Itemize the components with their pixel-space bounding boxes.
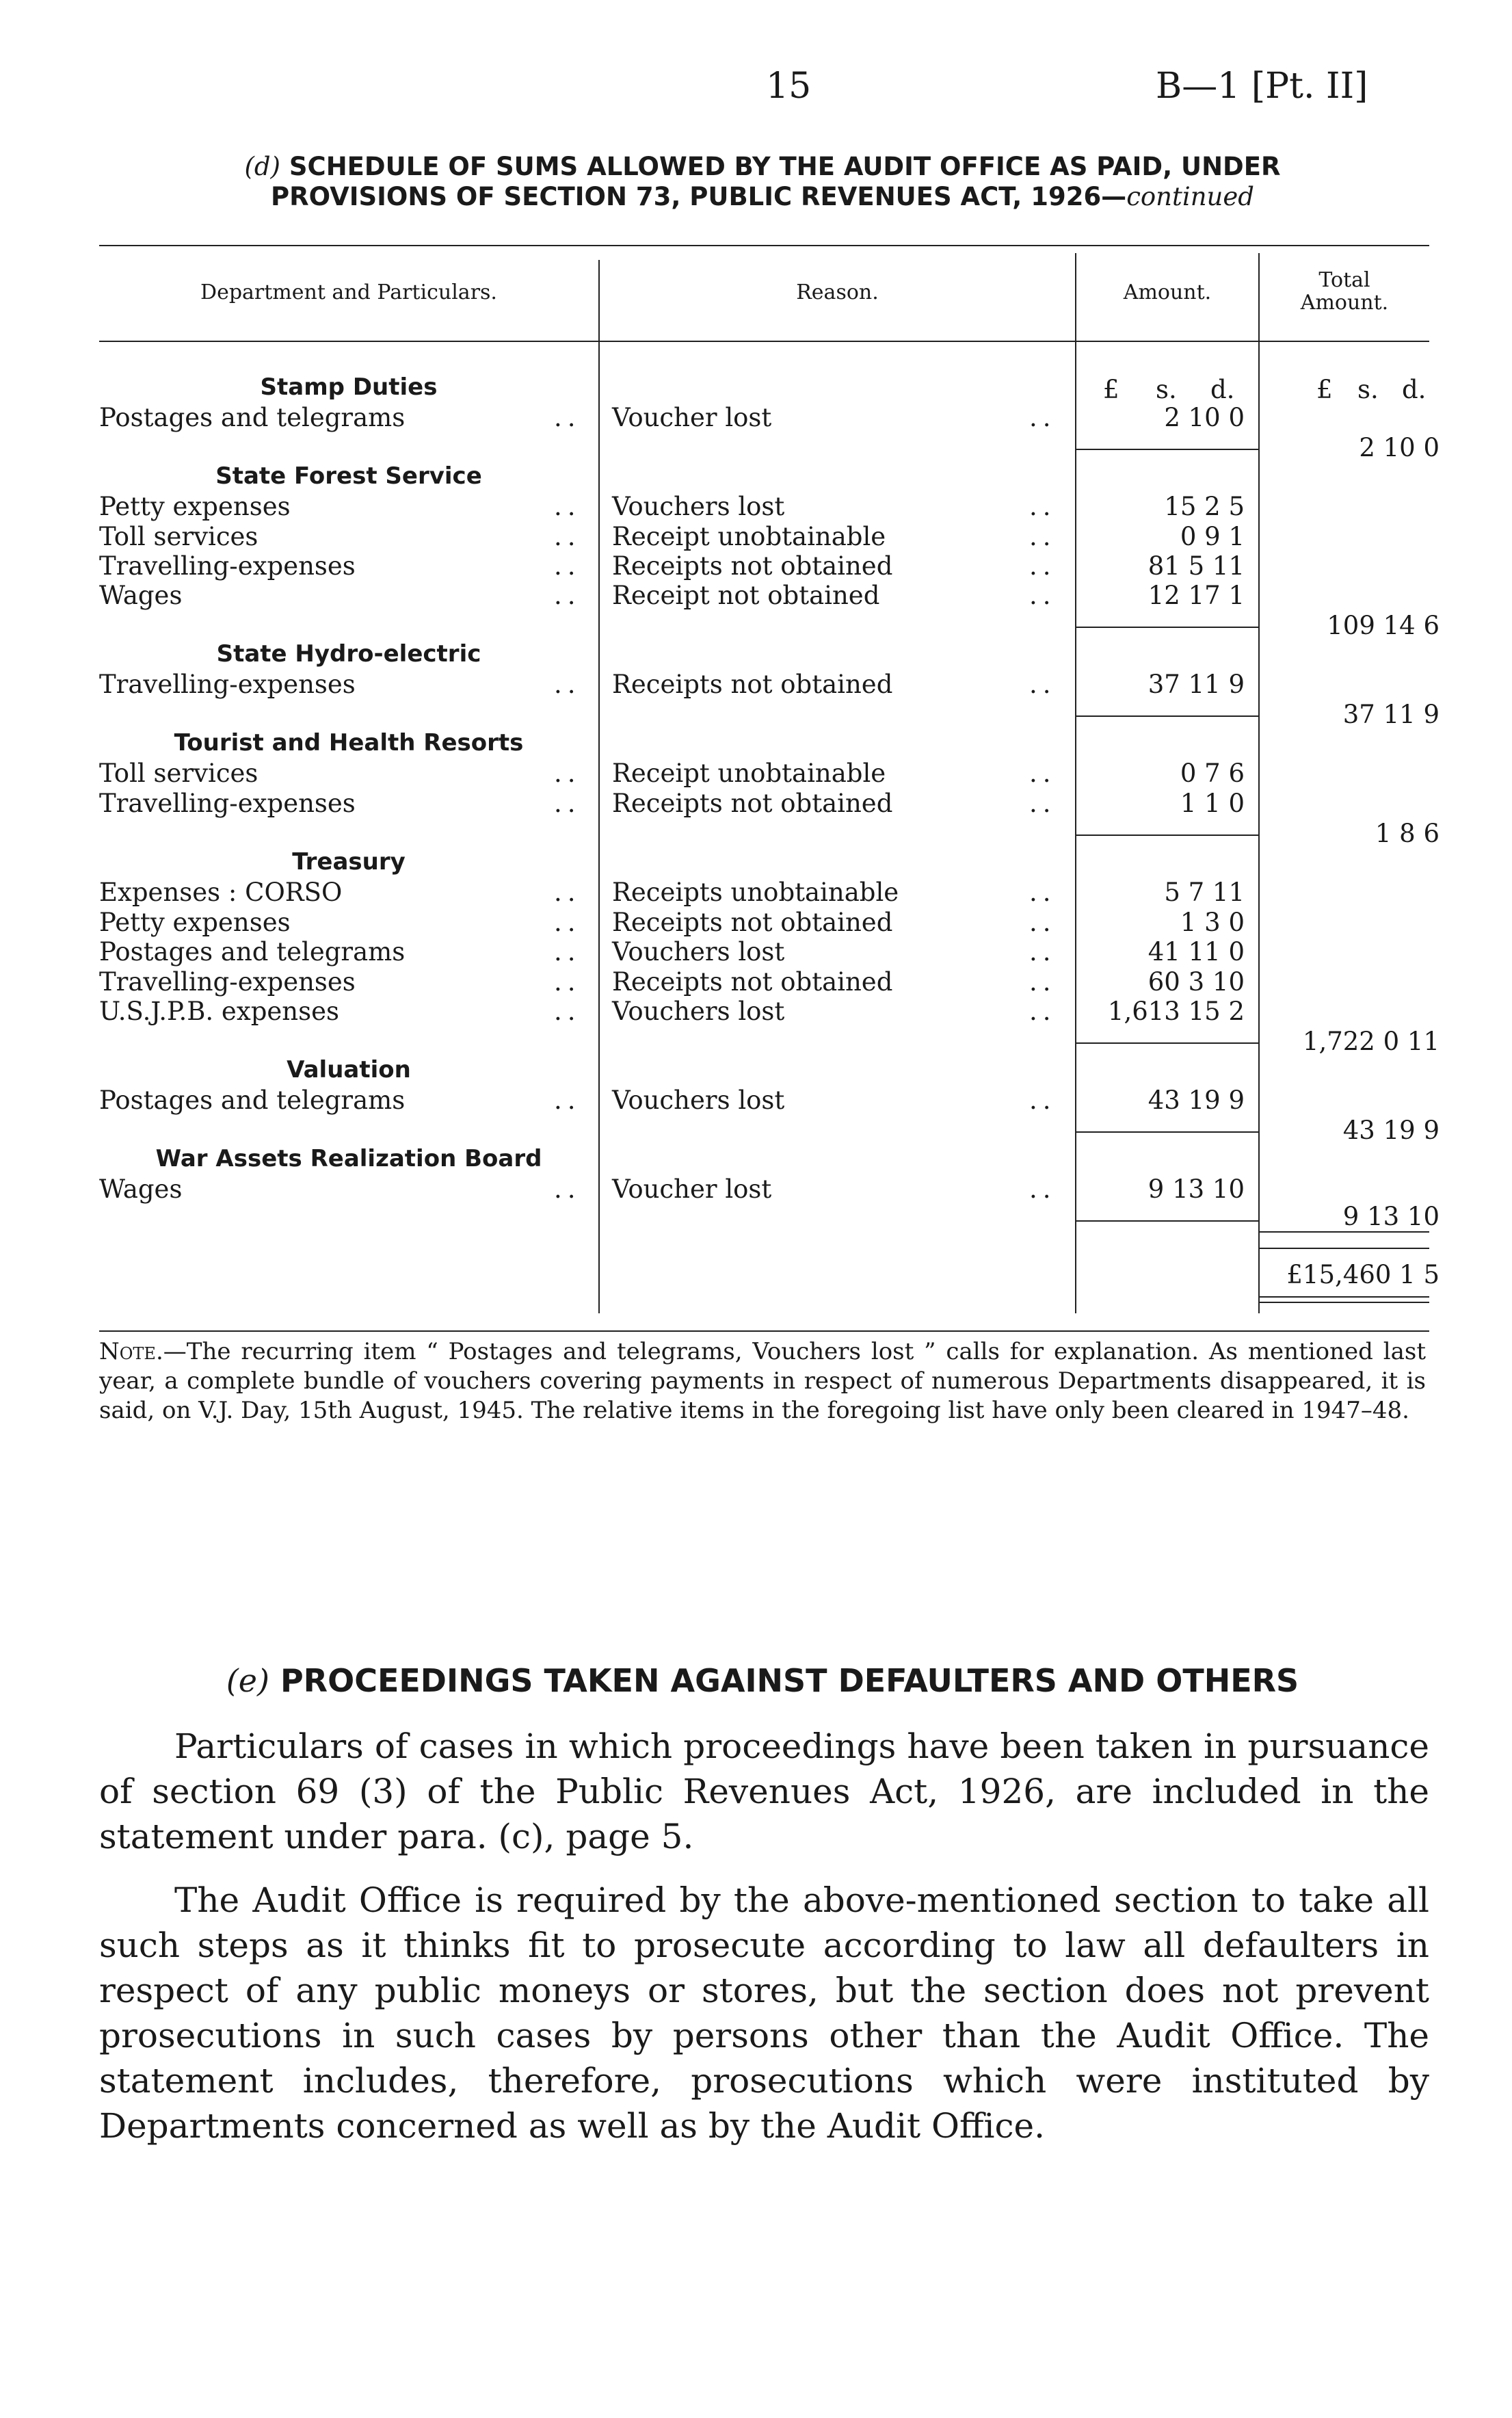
- group-total: 109 14 6: [1327, 611, 1440, 640]
- group-total: 1 8 6: [1375, 819, 1440, 848]
- subtotal-rule: [1075, 835, 1258, 836]
- column-divider-2: [1075, 253, 1076, 1313]
- group-total: 1,722 0 11: [1302, 1027, 1440, 1056]
- column-header-reason: Reason.: [796, 280, 879, 304]
- leader-dots: ..: [1029, 670, 1057, 699]
- leader-dots: ..: [554, 551, 581, 581]
- leader-dots: ..: [1029, 1086, 1057, 1115]
- column-header-particulars: Department and Particulars.: [200, 280, 497, 304]
- department-heading: Tourist and Health Resorts: [174, 729, 524, 757]
- currency-pounds-total: £: [1316, 375, 1333, 404]
- row-particular: U.S.J.P.B. expenses: [99, 997, 339, 1026]
- leader-dots: ..: [554, 789, 581, 818]
- leader-dots: ..: [1029, 937, 1057, 967]
- row-particular: Postages and telegrams: [99, 403, 406, 432]
- section-e-heading: [82, 1662, 1443, 1699]
- currency-pence-amount: d.: [1210, 375, 1235, 404]
- row-reason: Receipts not obtained: [612, 670, 893, 699]
- currency-pence-total: d.: [1402, 375, 1427, 404]
- row-particular: Expenses : CORSO: [99, 878, 343, 907]
- document-reference: B—1 [Pt. II]: [1156, 66, 1368, 107]
- row-amount: 0 9 1: [1180, 522, 1245, 551]
- row-particular: Wages: [99, 581, 183, 610]
- subtotal-rule: [1075, 1131, 1258, 1133]
- row-particular: Travelling-expenses: [99, 967, 356, 997]
- group-total: 43 19 9: [1342, 1116, 1440, 1145]
- row-particular: Postages and telegrams: [99, 1086, 406, 1115]
- group-total: 37 11 9: [1342, 700, 1440, 729]
- currency-shillings-total: s.: [1357, 375, 1379, 404]
- leader-dots: ..: [1029, 967, 1057, 997]
- subtotal-rule: [1075, 1042, 1258, 1044]
- grand-total-rule: [1258, 1248, 1429, 1249]
- row-amount: 0 7 6: [1180, 759, 1245, 788]
- grand-total-double-rule-2: [1258, 1302, 1429, 1303]
- schedule-title-suffix: continued: [1126, 182, 1254, 211]
- leader-dots: ..: [1029, 403, 1057, 432]
- grand-total: £15,460 1 5: [1286, 1260, 1440, 1289]
- leader-dots: ..: [554, 937, 581, 967]
- section-e-label: (e): [226, 1662, 269, 1699]
- note-text: —The recurring item “ Postages and telegrams, Vouchers lost ” calls for explanation. As mentioned last year, a complete bundle of vouchers covering payments in respect of numerous Departments disappeared, it is said, on V.J. Day, 15th August, 1945. The relative items in the foregoing list have only been cleared in 1947–48.: [99, 1338, 1426, 1424]
- leader-dots: ..: [554, 581, 581, 610]
- leader-dots: ..: [554, 997, 581, 1026]
- leader-dots: ..: [1029, 522, 1057, 551]
- department-heading: War Assets Realization Board: [155, 1145, 542, 1172]
- schedule-title-line1: [82, 150, 1443, 183]
- schedule-note: [99, 1337, 1426, 1425]
- row-amount: 60 3 10: [1148, 967, 1245, 997]
- table-bottom-rule: [99, 1330, 1429, 1332]
- row-amount: 9 13 10: [1148, 1174, 1245, 1204]
- row-reason: Vouchers lost: [612, 1086, 785, 1115]
- leader-dots: ..: [554, 670, 581, 699]
- column-header-total-2: Amount.: [1300, 291, 1389, 315]
- department-heading: State Hydro-electric: [216, 640, 481, 668]
- row-amount: 43 19 9: [1148, 1086, 1245, 1115]
- row-particular: Toll services: [99, 759, 258, 788]
- section-d-label: (d): [244, 152, 280, 181]
- row-particular: Travelling-expenses: [99, 789, 356, 818]
- row-amount: 37 11 9: [1148, 670, 1245, 699]
- row-reason: Voucher lost: [612, 1174, 772, 1204]
- page-number: 15: [766, 66, 812, 107]
- subtotal-rule: [1075, 1220, 1258, 1222]
- leader-dots: ..: [1029, 551, 1057, 581]
- section-e-paragraph-1: Particulars of cases in which proceedings have been taken in pursuance of section 69 (3) of the Public Revenues Act, 1926, are included in the statement under para. (c), page 5.: [99, 1726, 1429, 1856]
- schedule-title-line2: [82, 181, 1443, 213]
- leader-dots: ..: [554, 522, 581, 551]
- row-reason: Receipt not obtained: [612, 581, 880, 610]
- subtotal-rule: [1075, 715, 1258, 717]
- section-e-title: PROCEEDINGS TAKEN AGAINST DEFAULTERS AND OTHERS: [280, 1662, 1299, 1699]
- leader-dots: ..: [554, 1086, 581, 1115]
- leader-dots: ..: [1029, 1174, 1057, 1204]
- subtotal-rule: [1075, 627, 1258, 628]
- row-reason: Receipts not obtained: [612, 967, 893, 997]
- row-reason: Receipts not obtained: [612, 789, 893, 818]
- table-top-rule: [99, 245, 1429, 246]
- currency-pounds-amount: £: [1103, 375, 1119, 404]
- leader-dots: ..: [554, 403, 581, 432]
- row-particular: Petty expenses: [99, 492, 291, 521]
- leader-dots: ..: [1029, 759, 1057, 788]
- column-header-amount: Amount.: [1123, 280, 1212, 304]
- row-reason: Vouchers lost: [612, 997, 785, 1026]
- leader-dots: ..: [554, 492, 581, 521]
- row-amount: 5 7 11: [1164, 878, 1245, 907]
- department-heading: Treasury: [292, 848, 406, 876]
- group-total: 9 13 10: [1342, 1202, 1440, 1231]
- row-amount: 41 11 0: [1148, 937, 1245, 967]
- row-amount: 1 3 0: [1180, 908, 1245, 937]
- row-particular: Travelling-expenses: [99, 551, 356, 581]
- row-reason: Vouchers lost: [612, 492, 785, 521]
- row-reason: Vouchers lost: [612, 937, 785, 967]
- section-e-paragraph-2: The Audit Office is required by the above-mentioned section to take all such steps as it thinks fit to prosecute according to law all defaulters in respect of any public moneys or stores, but the section does not prevent prosecutions in such cases by persons other than the Audit Office. The statement includes, therefore, prosecutions which were instituted by Departments concerned as well as by the Audit Office.: [99, 1880, 1429, 2146]
- row-amount: 15 2 5: [1164, 492, 1245, 521]
- row-reason: Receipt unobtainable: [612, 522, 886, 551]
- row-amount: 2 10 0: [1164, 403, 1245, 432]
- column-divider-1: [598, 260, 600, 1313]
- leader-dots: ..: [554, 878, 581, 907]
- leader-dots: ..: [554, 967, 581, 997]
- total-column-rule: [1258, 1231, 1429, 1233]
- leader-dots: ..: [1029, 581, 1057, 610]
- leader-dots: ..: [554, 759, 581, 788]
- row-reason: Receipts not obtained: [612, 908, 893, 937]
- row-particular: Travelling-expenses: [99, 670, 356, 699]
- leader-dots: ..: [1029, 908, 1057, 937]
- row-amount: 12 17 1: [1148, 581, 1245, 610]
- subtotal-rule: [1075, 449, 1258, 450]
- schedule-title-text2: PROVISIONS OF SECTION 73, PUBLIC REVENUES ACT, 1926—: [271, 182, 1127, 211]
- row-reason: Voucher lost: [612, 403, 772, 432]
- group-total: 2 10 0: [1359, 433, 1440, 462]
- note-label: Note.: [99, 1338, 163, 1365]
- row-amount: 1 1 0: [1180, 789, 1245, 818]
- grand-total-double-rule-1: [1258, 1296, 1429, 1298]
- row-reason: Receipts not obtained: [612, 551, 893, 581]
- department-heading: Valuation: [287, 1056, 411, 1083]
- column-header-total-1: Total: [1318, 268, 1370, 292]
- department-heading: State Forest Service: [215, 462, 482, 490]
- table-header-rule: [99, 341, 1429, 342]
- leader-dots: ..: [554, 1174, 581, 1204]
- leader-dots: ..: [1029, 492, 1057, 521]
- schedule-title-text1: SCHEDULE OF SUMS ALLOWED BY THE AUDIT OFFICE AS PAID, UNDER: [289, 152, 1281, 181]
- row-particular: Postages and telegrams: [99, 937, 406, 967]
- row-amount: 1,613 15 2: [1107, 997, 1245, 1026]
- row-reason: Receipts unobtainable: [612, 878, 899, 907]
- leader-dots: ..: [554, 908, 581, 937]
- leader-dots: ..: [1029, 789, 1057, 818]
- row-particular: Petty expenses: [99, 908, 291, 937]
- currency-shillings-amount: s.: [1156, 375, 1177, 404]
- column-divider-3: [1258, 253, 1260, 1313]
- row-amount: 81 5 11: [1148, 551, 1245, 581]
- leader-dots: ..: [1029, 997, 1057, 1026]
- department-heading: Stamp Duties: [260, 373, 438, 401]
- leader-dots: ..: [1029, 878, 1057, 907]
- row-particular: Wages: [99, 1174, 183, 1204]
- row-reason: Receipt unobtainable: [612, 759, 886, 788]
- row-particular: Toll services: [99, 522, 258, 551]
